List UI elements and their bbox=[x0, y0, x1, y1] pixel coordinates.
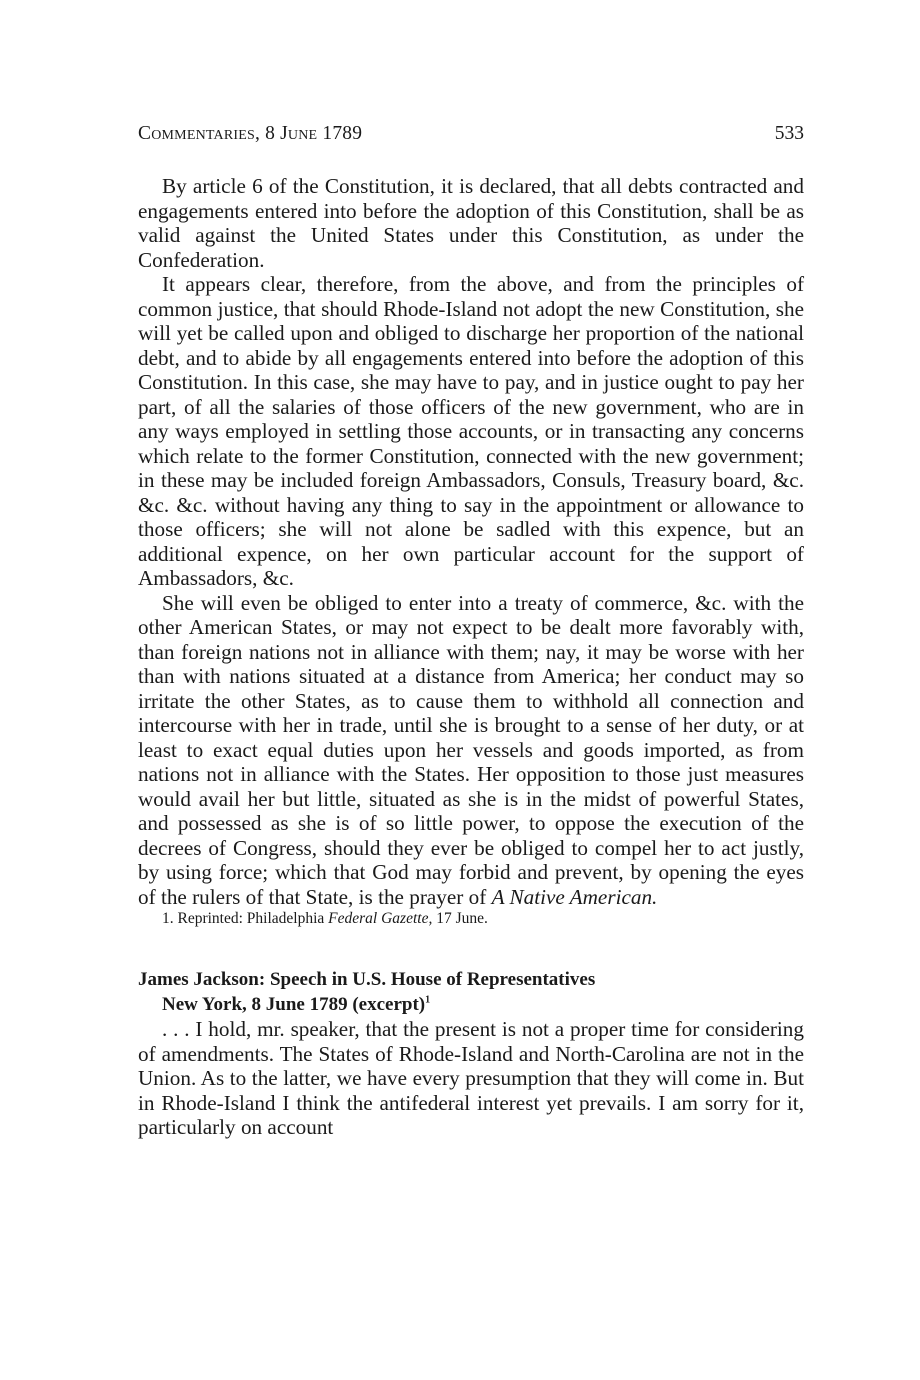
section-heading bbox=[138, 967, 804, 1017]
footnote-suffix: 17 June. bbox=[436, 910, 488, 927]
running-head-title: Commentaries, 8 June 1789 bbox=[138, 123, 363, 144]
footnote bbox=[138, 909, 804, 929]
footnote-journal: Federal Gazette, bbox=[328, 910, 433, 927]
paragraph-treaty-text: She will even be obliged to enter into a treaty of commerce, &c. with the other American States, or may not expect to be dealt more favorably with, than foreign nations not in alliance with them; nay, it may be worse with her than with nations situated at a distance from America; her conduct may so irritate the other States, as to cause them to withhold all connection and intercourse with her in trade, until she is brought to a sense of her duty, or at least to exact equal duties upon her vessels and goods imported, as from nations not in alliance with the States. Her opposition to those just measures would avail her but little, situated as she is in the midst of powerful States, and possessed as she is of so little power, to oppose the execution of the decrees of Congress, should they ever be obliged to compel her to act justly, by using force; which that God may forbid and prevent, by opening the eyes of the rulers of that State, is the prayer of bbox=[138, 590, 804, 909]
paragraph-treaty-of-commerce bbox=[138, 591, 804, 910]
signature: A Native American. bbox=[491, 884, 658, 909]
page-number: 533 bbox=[774, 123, 804, 144]
section-heading-line1: James Jackson: Speech in U.S. House of Representatives bbox=[138, 969, 596, 990]
section-heading-line2: New York, 8 June 1789 (excerpt) bbox=[162, 994, 426, 1015]
speech-excerpt: . . . I hold, mr. speaker, that the present is not a proper time for considering of amendments. The States of Rhode-Island and North-Carolina are not in the Union. As to the latter, we have every presumption that they will come in. But in Rhode-Island I think the antifederal interest yet prevails. I am sorry for it, particularly on account bbox=[138, 1017, 804, 1139]
paragraph-rhode-island-debt: It appears clear, therefore, from the above, and from the principles of common justice, that should Rhode-Island not adopt the new Constitution, she will yet be called upon and obliged to discharge her proportion of the national debt, and to abide by all engagements entered into before the adoption of this Constitution. In this case, she may have to pay, and in justice ought to pay her part, of all the salaries of those officers of the new government, who are in any ways employed in settling those accounts, or in transacting any concerns which relate to the former Constitution, connected with the new government; in these may be included foreign Ambassadors, Consuls, Treasury board, &c. &c. &c. without having any thing to say in the appointment or allowance to those officers; she will not alone be sadled with this expence, but an additional expence, on her own particular account for the support of Ambassadors, &c. bbox=[138, 272, 804, 590]
section-heading-line2-wrap bbox=[138, 992, 804, 1017]
footnote-mark: 1 bbox=[425, 994, 431, 1006]
body-text bbox=[138, 174, 804, 1140]
footnote-prefix: 1. Reprinted: Philadelphia bbox=[162, 910, 325, 927]
paragraph-article-6: By article 6 of the Constitution, it is declared, that all debts contracted and engagements entered into before the adoption of this Constitution, shall be as valid against the United States under this Constitution, as under the Confederation. bbox=[138, 174, 804, 272]
